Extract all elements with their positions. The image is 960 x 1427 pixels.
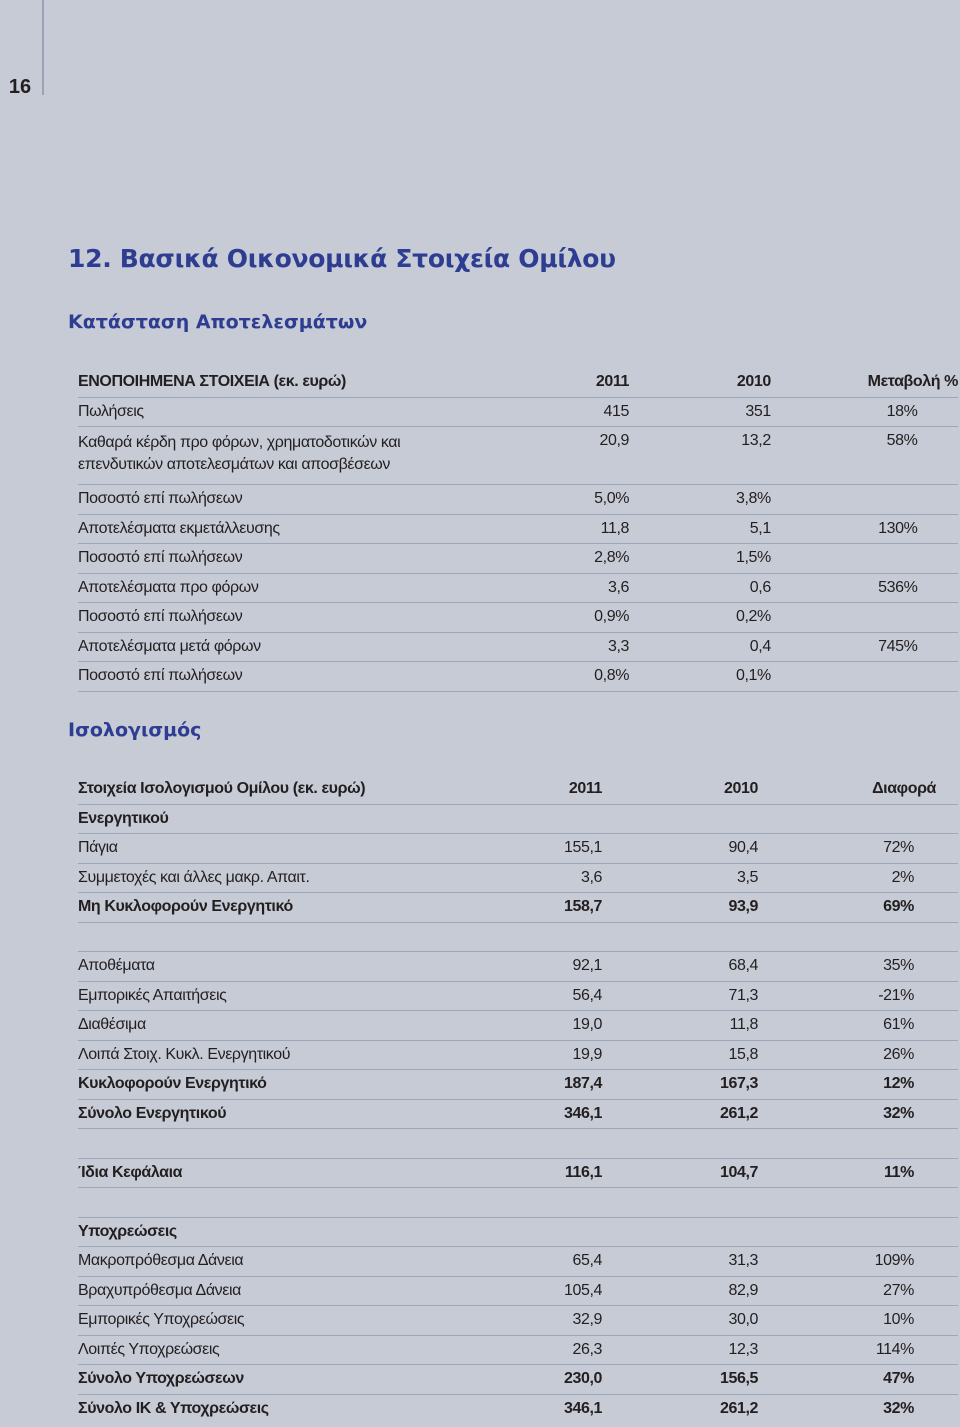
- row-label: Ποσοστό επί πωλήσεων: [78, 544, 515, 574]
- row-change: [771, 662, 918, 692]
- section-title: 12. Βασικά Οικονομικά Στοιχεία Ομίλου: [68, 244, 616, 273]
- blank-row: [78, 1188, 958, 1218]
- row-2010: 0,4: [629, 632, 771, 662]
- row-label: Μακροπρόθεσμα Δάνεια: [78, 1247, 478, 1277]
- row-difference: 2%: [758, 863, 914, 893]
- row-2010: 0,1%: [629, 662, 771, 692]
- row-2010: 1,5%: [629, 544, 771, 574]
- table-row: [78, 662, 958, 692]
- table-row-total: [78, 1070, 958, 1100]
- row-2011: 19,0: [478, 1011, 602, 1041]
- row-label: Ίδια Κεφάλαια: [78, 1158, 478, 1188]
- table-row: [78, 1276, 958, 1306]
- row-2011: 11,8: [515, 514, 629, 544]
- table-row-total: [78, 893, 958, 923]
- row-2011: 65,4: [478, 1247, 602, 1277]
- liabilities-label: Υποχρεώσεις: [78, 1217, 478, 1247]
- row-label: Ποσοστό επί πωλήσεων: [78, 662, 515, 692]
- row-2011: 0,8%: [515, 662, 629, 692]
- table-row: [78, 632, 958, 662]
- row-difference: 114%: [758, 1335, 914, 1365]
- row-label: Αποθέματα: [78, 952, 478, 982]
- blank-row: [78, 1129, 958, 1159]
- row-2011: 3,3: [515, 632, 629, 662]
- row-difference: 12%: [758, 1070, 914, 1100]
- row-2010: 156,5: [602, 1365, 758, 1395]
- row-change: 536%: [771, 573, 918, 603]
- row-2011: 187,4: [478, 1070, 602, 1100]
- row-change: [771, 603, 918, 633]
- table-row: [78, 397, 958, 427]
- row-2011: 92,1: [478, 952, 602, 982]
- row-label: Πάγια: [78, 834, 478, 864]
- table-row: [78, 981, 958, 1011]
- row-2010: 90,4: [602, 834, 758, 864]
- table-row: [78, 485, 958, 515]
- row-2011: 116,1: [478, 1158, 602, 1188]
- row-difference: 32%: [883, 1399, 914, 1417]
- liabilities-label-row: [78, 1217, 958, 1247]
- row-2011: 155,1: [478, 834, 602, 864]
- row-difference: -21%: [758, 981, 914, 1011]
- table-row: [78, 603, 958, 633]
- balance-table: [78, 775, 958, 1423]
- header-label: ΕΝΟΠΟΙΗΜΕΝΑ ΣΤΟΙΧΕΙΑ (εκ. ευρώ): [78, 368, 515, 397]
- row-difference: 72%: [758, 834, 914, 864]
- row-label: Εμπορικές Υποχρεώσεις: [78, 1306, 478, 1336]
- row-label: Βραχυπρόθεσμα Δάνεια: [78, 1276, 478, 1306]
- row-2010: 3,5: [602, 863, 758, 893]
- row-2010: 167,3: [602, 1070, 758, 1100]
- row-2011: 0,9%: [515, 603, 629, 633]
- row-2010: 71,3: [602, 981, 758, 1011]
- row-difference: 47%: [758, 1365, 914, 1395]
- row-difference: 69%: [758, 893, 914, 923]
- balance-subtitle: Ισολογισμός: [68, 719, 202, 741]
- table-row: [78, 1040, 958, 1070]
- table-row-total: [78, 1365, 958, 1395]
- row-2010: 12,3: [602, 1335, 758, 1365]
- row-2010: 30,0: [602, 1306, 758, 1336]
- table-row-total: [78, 1099, 958, 1129]
- table-row: [78, 514, 958, 544]
- row-label: Πωλήσεις: [78, 397, 515, 427]
- row-difference: 11%: [758, 1158, 914, 1188]
- row-2011: 19,9: [478, 1040, 602, 1070]
- row-label: Λοιπά Στοιχ. Κυκλ. Ενεργητικού: [78, 1040, 478, 1070]
- header-2010: 2010: [602, 775, 758, 804]
- table-row: [78, 1011, 958, 1041]
- row-difference: 61%: [758, 1011, 914, 1041]
- row-change: [771, 485, 918, 515]
- row-2011: 230,0: [478, 1365, 602, 1395]
- row-2010: 0,6: [629, 573, 771, 603]
- table-row: [78, 1247, 958, 1277]
- row-label: Διαθέσιμα: [78, 1011, 478, 1041]
- row-label: Αποτελέσματα προ φόρων: [78, 573, 515, 603]
- table-row: [78, 1335, 958, 1365]
- assets-label-row: [78, 804, 958, 834]
- row-label: Μη Κυκλοφορούν Ενεργητικό: [78, 893, 478, 923]
- row-change: 18%: [771, 397, 918, 427]
- row-2011: 32,9: [478, 1306, 602, 1336]
- row-change: [771, 544, 918, 574]
- table-header: [78, 775, 958, 804]
- table-row: [78, 834, 958, 864]
- table-header: [78, 368, 958, 397]
- row-2010: 261,2: [719, 1399, 758, 1417]
- row-label: Αποτελέσματα εκμετάλλευσης: [78, 514, 515, 544]
- table-row-total: [78, 1158, 958, 1188]
- header-change: Μεταβολή %: [771, 368, 958, 397]
- margin-rule: [42, 0, 44, 95]
- row-2011: 105,4: [478, 1276, 602, 1306]
- row-label: Καθαρά κέρδη προ φόρων, χρηματοδοτικών και επενδυτικών αποτελεσμάτων και αποσβέσεων: [78, 427, 515, 485]
- row-change: 58%: [771, 427, 918, 485]
- row-difference: 27%: [758, 1276, 914, 1306]
- row-label: Σύνολο Υποχρεώσεων: [78, 1365, 478, 1395]
- page-number: 16: [8, 76, 32, 98]
- row-2011: 5,0%: [515, 485, 629, 515]
- row-2011: 415: [515, 397, 629, 427]
- income-table: [78, 368, 958, 692]
- row-2011: 2,8%: [515, 544, 629, 574]
- row-label: Ποσοστό επί πωλήσεων: [78, 603, 515, 633]
- row-2011: 346,1: [478, 1099, 602, 1129]
- row-2010: 82,9: [602, 1276, 758, 1306]
- header-2010: 2010: [629, 368, 771, 397]
- header-label: Στοιχεία Ισολογισμού Ομίλου (εκ. ευρώ): [78, 775, 478, 804]
- row-2010: 68,4: [602, 952, 758, 982]
- income-subtitle: Κατάσταση Αποτελεσμάτων: [68, 311, 368, 333]
- row-2011: 3,6: [478, 863, 602, 893]
- row-change: 745%: [771, 632, 918, 662]
- row-label: Εμπορικές Απαιτήσεις: [78, 981, 478, 1011]
- row-label: Λοιπές Υποχρεώσεις: [78, 1335, 478, 1365]
- header-2011: 2011: [478, 775, 602, 804]
- header-2011: 2011: [515, 368, 629, 397]
- table-row: [78, 427, 958, 485]
- row-2010: 3,8%: [629, 485, 771, 515]
- row-2010: 261,2: [602, 1099, 758, 1129]
- row-2011: 158,7: [478, 893, 602, 923]
- row-2010: 93,9: [602, 893, 758, 923]
- table-row: [78, 952, 958, 982]
- row-2010: 31,3: [602, 1247, 758, 1277]
- row-difference: 32%: [758, 1099, 914, 1129]
- table-row: [78, 544, 958, 574]
- row-label: Αποτελέσματα μετά φόρων: [78, 632, 515, 662]
- blank-row: [78, 922, 958, 952]
- assets-label: Ενεργητικού: [78, 804, 478, 834]
- row-2010: 15,8: [602, 1040, 758, 1070]
- table-row: [78, 573, 958, 603]
- row-2011: 26,3: [478, 1335, 602, 1365]
- header-difference: Διαφορά: [758, 775, 958, 804]
- row-2010: 104,7: [602, 1158, 758, 1188]
- table-row-total: [78, 1394, 958, 1423]
- table-row: [78, 863, 958, 893]
- row-change: 130%: [771, 514, 918, 544]
- row-label: Ποσοστό επί πωλήσεων: [78, 485, 515, 515]
- row-label: Κυκλοφορούν Ενεργητικό: [78, 1070, 478, 1100]
- table-row: [78, 1306, 958, 1336]
- row-2010: 5,1: [629, 514, 771, 544]
- row-2011: 56,4: [478, 981, 602, 1011]
- row-2011: 20,9: [515, 427, 629, 485]
- row-2010: 11,8: [602, 1011, 758, 1041]
- row-difference: 35%: [758, 952, 914, 982]
- row-2010: 13,2: [629, 427, 771, 485]
- row-difference: 109%: [758, 1247, 914, 1277]
- row-label: Συμμετοχές και άλλες μακρ. Απαιτ.: [78, 863, 478, 893]
- row-difference: 10%: [758, 1306, 914, 1336]
- row-2010: 351: [629, 397, 771, 427]
- row-label: Σύνολο ΙΚ & Υποχρεώσεις: [78, 1399, 269, 1417]
- row-2011: 3,6: [515, 573, 629, 603]
- row-label: Σύνολο Ενεργητικού: [78, 1099, 478, 1129]
- row-2010: 0,2%: [629, 603, 771, 633]
- row-difference: 26%: [758, 1040, 914, 1070]
- row-2011: 346,1: [563, 1399, 602, 1417]
